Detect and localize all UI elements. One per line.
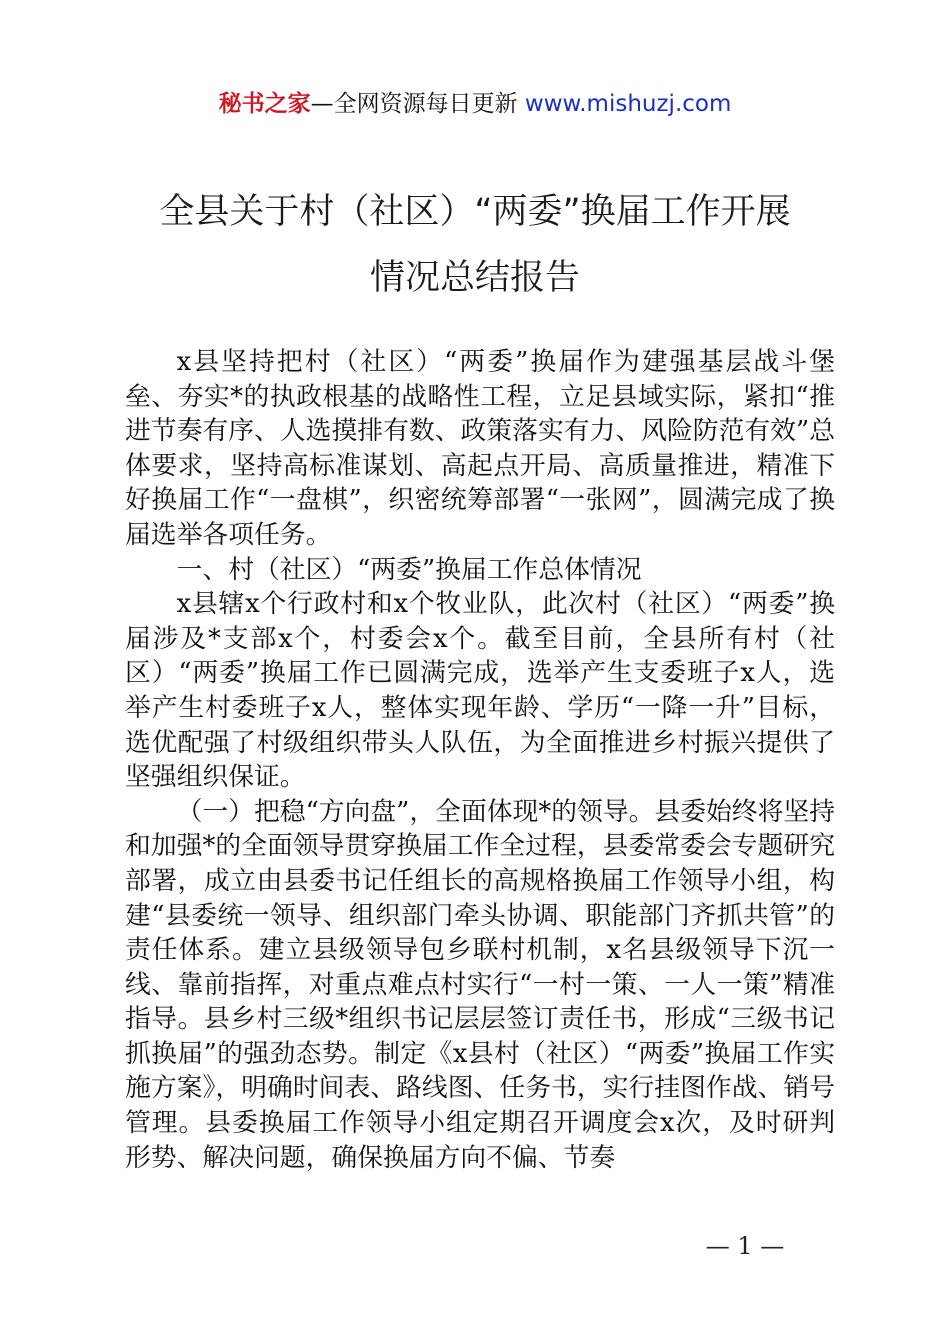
section-1-heading: 一、村（社区）“两委”换届工作总体情况 (176, 554, 642, 585)
part-1-paragraph: （一）把稳“方向盘”，全面体现*的领导。县委始终将坚持和加强*的全面领导贯穿换届工作全过程，县委常委会专题研究部署，成立由县委书记任组长的高规格换届工作领导小组，构建“县委统一领导、组织部门牵头协调、职能部门齐抓共管”的责任体系。建立县级领导包乡联村机制，x名县级领导下沉一线、靠前指挥，对重点难点村实行“一村一策、一人一策”精准指导。县乡村三级*组织书记层层签订责任书，形成“三级书记抓换届”的强劲态势。制定《x县村（社区）“两委”换届工作实施方案》，明确时间表、路线图、任务书，实行挂图作战、销号管理。县委换届工作领导小组定期召开调度会x次，及时研判形势、解决问题，确保换届方向不偏、节奏 (125, 796, 835, 1173)
section-1-paragraph: x县辖x个行政村和x个牧业队，此次村（社区）“两委”换届涉及*支部x个，村委会x个。截至目前，全县所有村（社区）“两委”换届工作已圆满完成，选举产生支委班子x人，选举产生村委班子x人，整体实现年龄、学历“一降一升”目标，选优配强了村级组织带头人队伍，为全面推进乡村振兴提供了坚强组织保证。 (125, 589, 835, 793)
site-brand: 秘书之家 (218, 91, 311, 117)
document-title-line-1: 全县关于村（社区）“两委”换届工作开展 (159, 192, 791, 232)
site-url-link[interactable]: www.mishuzj.com (524, 91, 732, 117)
intro-paragraph: x县坚持把村（社区）“两委”换届作为建强基层战斗堡垒、夯实*的执政根基的战略性工程，立足县域实际，紧扣“推进节奏有序、人选摸排有数、政策落实有力、风险防范有效”总体要求，坚持高标准谋划、高起点开局、高质量推进，精准下好换届工作“一盘棋”，织密统筹部署“一张网”，圆满完成了换届选举各项任务。 (125, 347, 835, 550)
document-body (125, 345, 835, 1175)
page-number: — 1 — (705, 1232, 785, 1260)
site-header (0, 84, 950, 124)
site-slogan: —全网资源每日更新 (310, 91, 525, 117)
document-title-line-2: 情况总结报告 (369, 258, 580, 298)
